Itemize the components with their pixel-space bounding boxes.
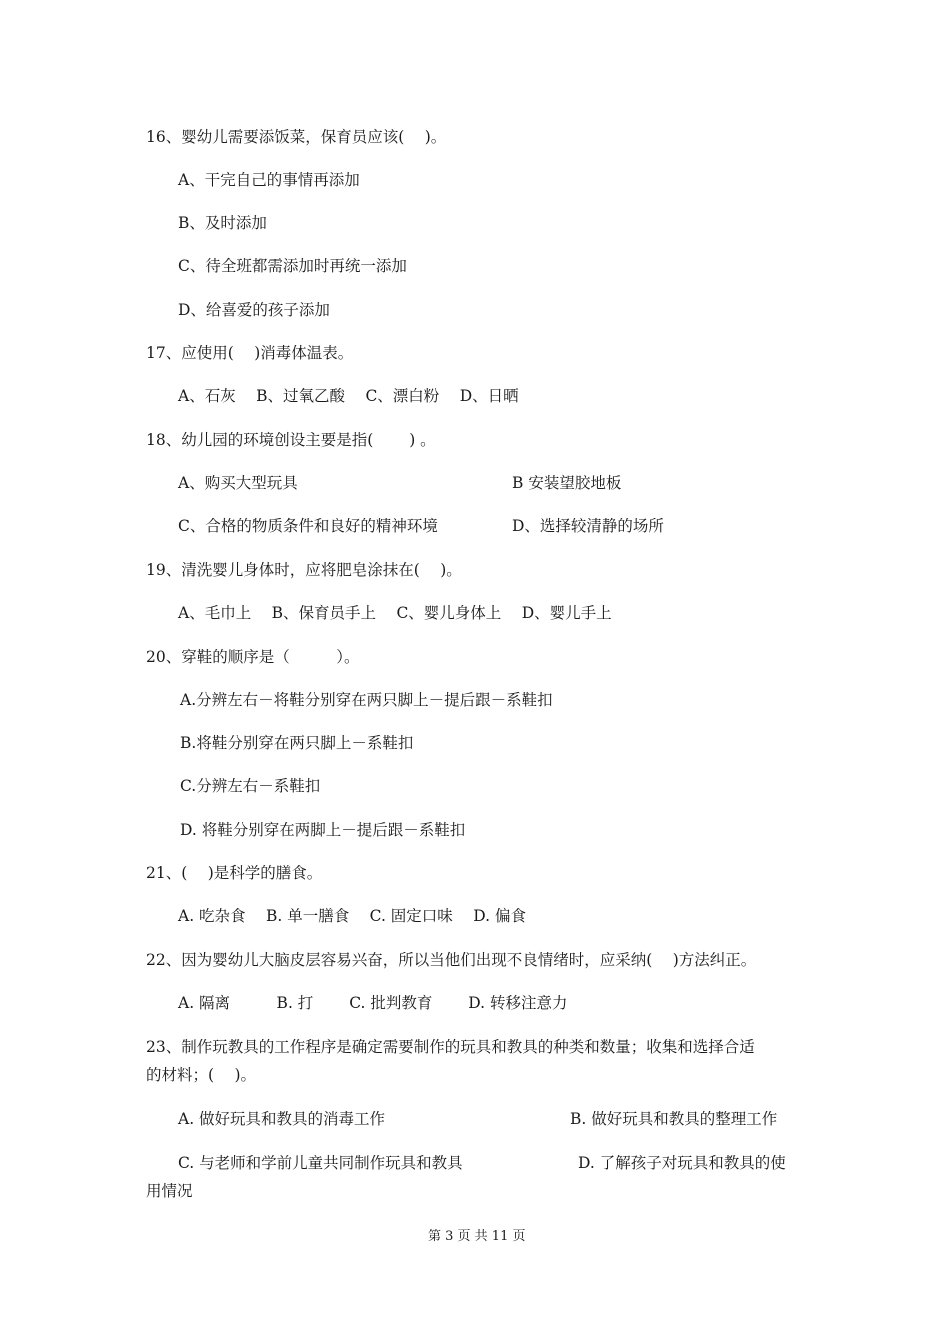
q20-stem: 20、穿鞋的顺序是（ ）。 (146, 648, 360, 666)
q16-option-d: D、给喜爱的孩子添加 (178, 301, 330, 319)
q20-option-c: C.分辨左右－系鞋扣 (180, 777, 321, 795)
q18-stem: 18、幼儿园的环境创设主要是指( ) 。 (146, 431, 436, 449)
q23-option-c: C. 与老师和学前儿童共同制作玩具和教具 (178, 1154, 463, 1172)
q23-stem-line1: 23、制作玩教具的工作程序是确定需要制作的玩具和教具的种类和数量；收集和选择合适 (146, 1038, 755, 1056)
q23-option-d-line2: 用情况 (146, 1182, 193, 1200)
q16-option-a: A、干完自己的事情再添加 (178, 171, 360, 189)
q20-option-b: B.将鞋分别穿在两只脚上－系鞋扣 (180, 734, 414, 752)
q18-option-b: B 安装望胶地板 (512, 474, 622, 492)
q20-option-a: A.分辨左右－将鞋分别穿在两只脚上－提后跟－系鞋扣 (180, 691, 553, 709)
q21-stem: 21、( )是科学的膳食。 (146, 864, 323, 882)
page-footer: 第 3 页 共 11 页 (428, 1229, 526, 1244)
q16-option-c: C、待全班都需添加时再统一添加 (178, 257, 407, 275)
q18-option-d: D、选择较清静的场所 (512, 517, 664, 535)
q23-option-d-line1: D. 了解孩子对玩具和教具的使 (578, 1154, 786, 1172)
q19-stem: 19、清洗婴儿身体时，应将肥皂涂抹在( )。 (146, 561, 462, 579)
q16-stem: 16、婴幼儿需要添饭菜，保育员应该( )。 (146, 128, 447, 146)
q17-stem: 17、应使用( )消毒体温表。 (146, 344, 354, 362)
q22-stem: 22、因为婴幼儿大脑皮层容易兴奋，所以当他们出现不良情绪时，应采纳( )方法纠正。 (146, 951, 757, 969)
q17-options: A、石灰 B、过氧乙酸 C、漂白粉 D、日晒 (178, 387, 519, 405)
q18-option-c: C、合格的物质条件和良好的精神环境 (178, 517, 438, 535)
q23-option-a: A. 做好玩具和教具的消毒工作 (178, 1110, 386, 1128)
q23-option-b: B. 做好玩具和教具的整理工作 (570, 1110, 778, 1128)
q22-options: A. 隔离 B. 打 C. 批判教育 D. 转移注意力 (178, 994, 568, 1012)
q20-option-d: D. 将鞋分别穿在两脚上－提后跟－系鞋扣 (180, 821, 466, 839)
q18-option-a: A、购买大型玩具 (178, 474, 298, 492)
q19-options: A、毛巾上 B、保育员手上 C、婴儿身体上 D、婴儿手上 (178, 604, 612, 622)
q16-option-b: B、及时添加 (178, 214, 267, 232)
q21-options: A. 吃杂食 B. 单一膳食 C. 固定口味 D. 偏食 (178, 907, 526, 925)
q23-stem-line2: 的材料；( )。 (146, 1066, 257, 1084)
